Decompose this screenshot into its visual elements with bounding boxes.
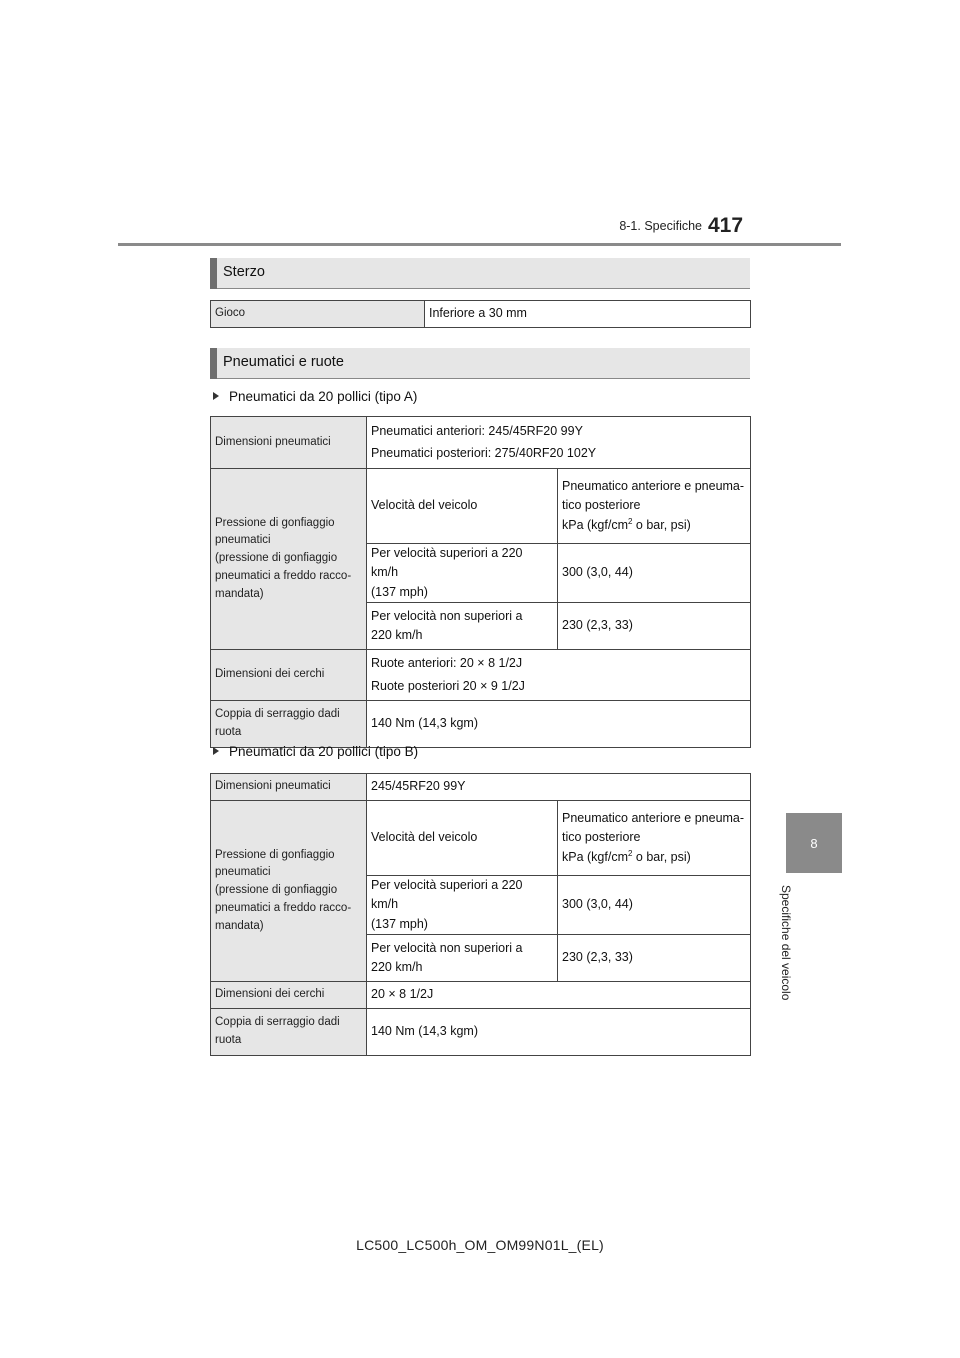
pressure-label-line: (pressione di gonfiaggio [215, 884, 338, 897]
tire-size-value [367, 417, 751, 469]
steering-table [210, 300, 751, 328]
pressure-label-line: mandata) [215, 919, 264, 932]
pressure-label-line: (pressione di gonfiaggio [215, 552, 338, 565]
table-row [211, 801, 751, 876]
rear-tire-size: Pneumatici posteriori: 275/40RF20 102Y [371, 446, 597, 460]
tire-size-value: 245/45RF20 99Y [367, 774, 751, 801]
pressure-unit-sup: 2 [628, 848, 633, 858]
torque-value: 140 Nm (14,3 kgm) [367, 701, 751, 748]
low-speed-line: Per velocità non superiori a [371, 608, 523, 623]
rim-size-label: Dimensioni dei cerchi [211, 982, 367, 1009]
steering-play-label: Gioco [211, 301, 425, 328]
type-a-heading [213, 389, 417, 404]
triangle-bullet-icon [213, 747, 219, 755]
steering-play-value: Inferiore a 30 mm [425, 301, 751, 328]
torque-label-line: ruota [215, 726, 242, 739]
low-speed-pressure: 230 (2,3, 33) [558, 603, 751, 650]
type-b-table [210, 773, 751, 1056]
steering-section-bar [210, 258, 750, 289]
table-row [211, 469, 751, 544]
torque-label [211, 701, 367, 748]
pressure-unit: o bar, psi) [632, 517, 691, 532]
pressure-label-line: mandata) [215, 587, 264, 600]
pressure-header [558, 469, 751, 544]
high-speed-line: Per velocità superiori a 220 km/h [371, 546, 523, 580]
rim-size-value [367, 650, 751, 701]
chapter-number: 8 [810, 835, 818, 851]
pressure-header-line: tico posteriore [562, 830, 641, 845]
low-speed-line: Per velocità non superiori a [371, 940, 523, 955]
inflation-pressure-label [211, 469, 367, 650]
high-speed-line: (137 mph) [371, 916, 428, 931]
high-speed-label [367, 544, 558, 603]
pressure-label-line: pneumatici [215, 866, 271, 879]
tire-size-label: Dimensioni pneumatici [211, 417, 367, 469]
section-title: 8-1. Specifiche [619, 219, 702, 233]
pressure-unit: o bar, psi) [632, 849, 691, 864]
table-row [211, 701, 751, 748]
chapter-tab [786, 813, 842, 873]
low-speed-line: 220 km/h [371, 628, 423, 643]
high-speed-line: (137 mph) [371, 584, 428, 599]
table-row [211, 982, 751, 1009]
pressure-unit: kPa (kgf/cm [562, 849, 628, 864]
low-speed-label [367, 603, 558, 650]
pressure-label-line: Pressione di gonfiaggio [215, 848, 335, 861]
low-speed-label [367, 935, 558, 982]
section-marker [210, 258, 217, 289]
page-number: 417 [708, 214, 744, 237]
speed-header: Velocità del veicolo [367, 801, 558, 876]
triangle-bullet-icon [213, 392, 219, 400]
chapter-side-title [779, 885, 809, 1015]
high-speed-pressure: 300 (3,0, 44) [558, 876, 751, 935]
chapter-title: Specifiche del veicolo [779, 885, 793, 1001]
torque-label-line: Coppia di serraggio dadi [215, 1016, 340, 1029]
type-b-heading-text: Pneumatici da 20 pollici (tipo B) [229, 744, 419, 759]
rear-rim-size: Ruote posteriori 20 × 9 1/2J [371, 678, 525, 693]
torque-label [211, 1009, 367, 1056]
tires-section-title: Pneumatici e ruote [223, 354, 344, 370]
type-a-table [210, 416, 751, 748]
steering-section-title: Sterzo [223, 264, 265, 280]
table-row [211, 1009, 751, 1056]
pressure-label-line: pneumatici [215, 534, 271, 547]
rim-size-value: 20 × 8 1/2J [367, 982, 751, 1009]
pressure-label-line: pneumatici a freddo racco- [215, 901, 352, 914]
table-row [211, 650, 751, 701]
tire-size-label: Dimensioni pneumatici [211, 774, 367, 801]
high-speed-label [367, 876, 558, 935]
pressure-label-line: Pressione di gonfiaggio [215, 516, 335, 529]
pressure-header [558, 801, 751, 876]
tires-section-bar [210, 348, 750, 379]
pressure-label-line: pneumatici a freddo racco- [215, 569, 352, 582]
table-row [211, 417, 751, 469]
front-tire-size: Pneumatici anteriori: 245/45RF20 99Y [371, 423, 583, 438]
torque-value: 140 Nm (14,3 kgm) [367, 1009, 751, 1056]
pressure-header-line: Pneumatico anteriore e pneuma- [562, 478, 745, 493]
type-b-heading [213, 744, 418, 759]
type-a-heading-text: Pneumatici da 20 pollici (tipo A) [229, 389, 418, 404]
footer-model-code: LC500_LC500h_OM_OM99N01L_(EL) [356, 1237, 604, 1253]
pressure-unit-sup: 2 [628, 516, 633, 526]
pressure-unit: kPa (kgf/cm [562, 517, 628, 532]
header-rule [118, 243, 841, 246]
low-speed-line: 220 km/h [371, 960, 423, 975]
high-speed-pressure: 300 (3,0, 44) [558, 544, 751, 603]
torque-label-line: Coppia di serraggio dadi [215, 708, 340, 721]
front-rim-size: Ruote anteriori: 20 × 8 1/2J [371, 656, 523, 671]
pressure-header-line: tico posteriore [562, 498, 641, 513]
table-row [211, 774, 751, 801]
table-row [211, 301, 751, 328]
high-speed-line: Per velocità superiori a 220 km/h [371, 878, 523, 912]
pressure-header-line: Pneumatico anteriore e pneuma- [562, 810, 745, 825]
inflation-pressure-label [211, 801, 367, 982]
rim-size-label: Dimensioni dei cerchi [211, 650, 367, 701]
section-marker [210, 348, 217, 379]
torque-label-line: ruota [215, 1034, 242, 1047]
low-speed-pressure: 230 (2,3, 33) [558, 935, 751, 982]
speed-header: Velocità del veicolo [367, 469, 558, 544]
